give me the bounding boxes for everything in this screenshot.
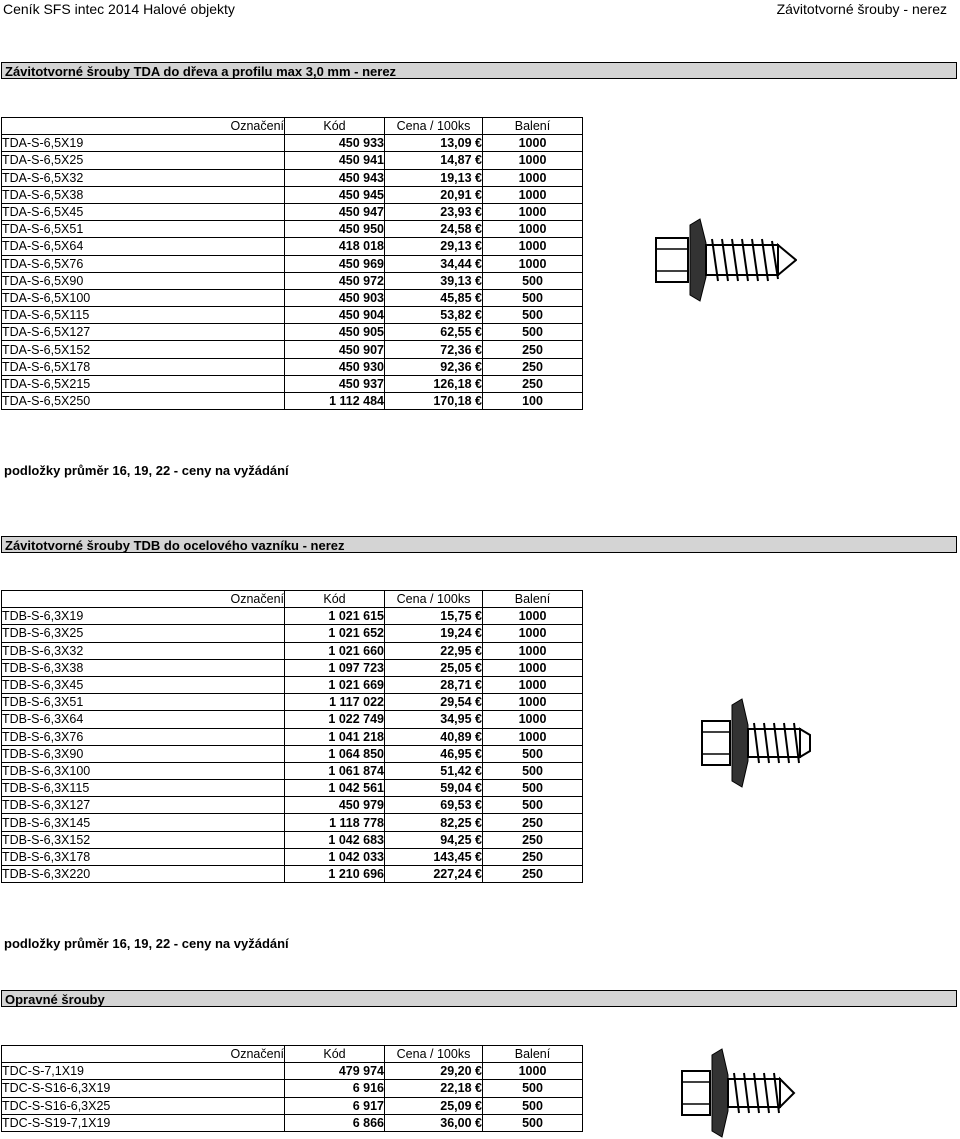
product-designation: TDA-S-6,5X127 xyxy=(2,324,285,341)
product-code: 450 904 xyxy=(285,307,385,324)
pack-quantity: 500 xyxy=(483,762,583,779)
product-code: 450 969 xyxy=(285,255,385,272)
pack-quantity: 500 xyxy=(483,307,583,324)
product-designation: TDB-S-6,3X45 xyxy=(2,676,285,693)
price-per-100: 62,55 € xyxy=(385,324,483,341)
product-code: 450 972 xyxy=(285,272,385,289)
table-row xyxy=(2,848,583,865)
pack-quantity: 250 xyxy=(483,358,583,375)
pack-quantity: 250 xyxy=(483,814,583,831)
product-designation: TDA-S-6,5X90 xyxy=(2,272,285,289)
price-per-100: 72,36 € xyxy=(385,341,483,358)
product-designation: TDB-S-6,3X152 xyxy=(2,831,285,848)
product-code: 1 117 022 xyxy=(285,694,385,711)
product-designation: TDC-S-S16-6,3X19 xyxy=(2,1080,285,1097)
table-row xyxy=(2,1097,583,1114)
table-row xyxy=(2,169,583,186)
product-code: 450 907 xyxy=(285,341,385,358)
pack-quantity: 1000 xyxy=(483,1063,583,1080)
price-per-100: 34,44 € xyxy=(385,255,483,272)
column-header-pack: Balení xyxy=(483,591,583,608)
column-header-code: Kód xyxy=(285,591,385,608)
product-designation: TDB-S-6,3X100 xyxy=(2,762,285,779)
product-designation: TDC-S-7,1X19 xyxy=(2,1063,285,1080)
product-designation: TDB-S-6,3X220 xyxy=(2,866,285,883)
table-row xyxy=(2,1080,583,1097)
note-washers-tda: podložky průměr 16, 19, 22 - ceny na vyžádání xyxy=(4,463,289,478)
product-designation: TDB-S-6,3X32 xyxy=(2,642,285,659)
pack-quantity: 1000 xyxy=(483,642,583,659)
table-row xyxy=(2,289,583,306)
column-header-code: Kód xyxy=(285,118,385,135)
product-code: 1 021 615 xyxy=(285,608,385,625)
pack-quantity: 250 xyxy=(483,341,583,358)
table-row xyxy=(2,676,583,693)
product-designation: TDB-S-6,3X38 xyxy=(2,659,285,676)
product-code: 1 021 660 xyxy=(285,642,385,659)
column-header-code: Kód xyxy=(285,1046,385,1063)
price-per-100: 22,18 € xyxy=(385,1080,483,1097)
product-code: 450 943 xyxy=(285,169,385,186)
price-table-tdb xyxy=(1,590,583,883)
table-row xyxy=(2,745,583,762)
table-row xyxy=(2,728,583,745)
price-per-100: 25,09 € xyxy=(385,1097,483,1114)
product-code: 6 916 xyxy=(285,1080,385,1097)
table-row xyxy=(2,780,583,797)
table-row xyxy=(2,152,583,169)
column-header-name: Označení xyxy=(2,591,285,608)
product-designation: TDA-S-6,5X51 xyxy=(2,221,285,238)
product-code: 450 979 xyxy=(285,797,385,814)
pack-quantity: 1000 xyxy=(483,659,583,676)
table-row xyxy=(2,307,583,324)
product-code: 450 933 xyxy=(285,135,385,152)
product-code: 1 042 683 xyxy=(285,831,385,848)
product-designation: TDA-S-6,5X25 xyxy=(2,152,285,169)
document-section: Závitotvorné šrouby - nerez xyxy=(776,1,947,17)
table-row xyxy=(2,255,583,272)
pack-quantity: 1000 xyxy=(483,186,583,203)
product-code: 450 950 xyxy=(285,221,385,238)
table-row xyxy=(2,659,583,676)
product-code: 479 974 xyxy=(285,1063,385,1080)
pack-quantity: 250 xyxy=(483,831,583,848)
pack-quantity: 1000 xyxy=(483,152,583,169)
product-code: 1 021 669 xyxy=(285,676,385,693)
product-code: 450 945 xyxy=(285,186,385,203)
price-per-100: 126,18 € xyxy=(385,375,483,392)
price-per-100: 53,82 € xyxy=(385,307,483,324)
table-row xyxy=(2,1063,583,1080)
pack-quantity: 250 xyxy=(483,375,583,392)
pack-quantity: 500 xyxy=(483,324,583,341)
table-row xyxy=(2,711,583,728)
price-table-opravne xyxy=(1,1045,583,1132)
price-per-100: 29,20 € xyxy=(385,1063,483,1080)
section-title-tda: Závitotvorné šrouby TDA do dřeva a profilu max 3,0 mm - nerez xyxy=(1,62,957,79)
pack-quantity: 1000 xyxy=(483,255,583,272)
pack-quantity: 500 xyxy=(483,780,583,797)
column-header-price: Cena / 100ks xyxy=(385,118,483,135)
price-per-100: 94,25 € xyxy=(385,831,483,848)
pack-quantity: 1000 xyxy=(483,625,583,642)
pack-quantity: 500 xyxy=(483,797,583,814)
product-code: 450 941 xyxy=(285,152,385,169)
table-row xyxy=(2,221,583,238)
product-code: 1 021 652 xyxy=(285,625,385,642)
table-row xyxy=(2,358,583,375)
column-header-price: Cena / 100ks xyxy=(385,1046,483,1063)
screw-tdc-image xyxy=(678,1045,798,1139)
product-designation: TDA-S-6,5X250 xyxy=(2,393,285,410)
table-row xyxy=(2,814,583,831)
price-per-100: 40,89 € xyxy=(385,728,483,745)
table-row xyxy=(2,238,583,255)
product-code: 450 937 xyxy=(285,375,385,392)
table-row xyxy=(2,625,583,642)
product-designation: TDB-S-6,3X76 xyxy=(2,728,285,745)
table-row xyxy=(2,762,583,779)
screw-tda-image xyxy=(652,215,797,305)
pack-quantity: 500 xyxy=(483,1097,583,1114)
pack-quantity: 500 xyxy=(483,289,583,306)
pack-quantity: 250 xyxy=(483,866,583,883)
product-designation: TDA-S-6,5X215 xyxy=(2,375,285,392)
table-row xyxy=(2,203,583,220)
product-code: 6 917 xyxy=(285,1097,385,1114)
column-header-name: Označení xyxy=(2,1046,285,1063)
price-per-100: 170,18 € xyxy=(385,393,483,410)
product-designation: TDA-S-6,5X115 xyxy=(2,307,285,324)
product-designation: TDA-S-6,5X76 xyxy=(2,255,285,272)
table-header-row xyxy=(2,591,583,608)
product-designation: TDB-S-6,3X178 xyxy=(2,848,285,865)
table-row xyxy=(2,324,583,341)
price-per-100: 29,54 € xyxy=(385,694,483,711)
pack-quantity: 1000 xyxy=(483,711,583,728)
product-code: 6 866 xyxy=(285,1114,385,1131)
product-designation: TDA-S-6,5X38 xyxy=(2,186,285,203)
product-designation: TDB-S-6,3X145 xyxy=(2,814,285,831)
product-designation: TDB-S-6,3X115 xyxy=(2,780,285,797)
note-washers-tdb: podložky průměr 16, 19, 22 - ceny na vyžádání xyxy=(4,936,289,951)
product-designation: TDA-S-6,5X152 xyxy=(2,341,285,358)
table-row xyxy=(2,608,583,625)
table-row xyxy=(2,272,583,289)
pack-quantity: 1000 xyxy=(483,203,583,220)
price-per-100: 29,13 € xyxy=(385,238,483,255)
price-per-100: 25,05 € xyxy=(385,659,483,676)
product-designation: TDC-S-S19-7,1X19 xyxy=(2,1114,285,1131)
pack-quantity: 500 xyxy=(483,272,583,289)
product-designation: TDC-S-S16-6,3X25 xyxy=(2,1097,285,1114)
product-designation: TDB-S-6,3X19 xyxy=(2,608,285,625)
table-header-row xyxy=(2,1046,583,1063)
price-per-100: 13,09 € xyxy=(385,135,483,152)
section-title-opravne: Opravné šrouby xyxy=(1,990,957,1007)
table-row xyxy=(2,642,583,659)
pack-quantity: 1000 xyxy=(483,169,583,186)
table-row xyxy=(2,393,583,410)
pack-quantity: 100 xyxy=(483,393,583,410)
price-per-100: 34,95 € xyxy=(385,711,483,728)
product-designation: TDB-S-6,3X64 xyxy=(2,711,285,728)
product-designation: TDA-S-6,5X178 xyxy=(2,358,285,375)
price-per-100: 15,75 € xyxy=(385,608,483,625)
table-row xyxy=(2,694,583,711)
pack-quantity: 1000 xyxy=(483,238,583,255)
pack-quantity: 1000 xyxy=(483,135,583,152)
price-per-100: 46,95 € xyxy=(385,745,483,762)
product-code: 1 041 218 xyxy=(285,728,385,745)
table-row xyxy=(2,1114,583,1131)
table-row xyxy=(2,375,583,392)
pack-quantity: 1000 xyxy=(483,221,583,238)
pack-quantity: 1000 xyxy=(483,608,583,625)
table-row xyxy=(2,341,583,358)
column-header-pack: Balení xyxy=(483,118,583,135)
product-designation: TDB-S-6,3X51 xyxy=(2,694,285,711)
screw-tdb-image xyxy=(698,695,813,790)
price-per-100: 69,53 € xyxy=(385,797,483,814)
price-per-100: 36,00 € xyxy=(385,1114,483,1131)
section-title-tdb: Závitotvorné šrouby TDB do ocelového vazníku - nerez xyxy=(1,536,957,553)
column-header-name: Označení xyxy=(2,118,285,135)
product-code: 1 097 723 xyxy=(285,659,385,676)
product-designation: TDB-S-6,3X127 xyxy=(2,797,285,814)
price-per-100: 45,85 € xyxy=(385,289,483,306)
product-designation: TDA-S-6,5X32 xyxy=(2,169,285,186)
table-row xyxy=(2,186,583,203)
product-code: 1 118 778 xyxy=(285,814,385,831)
price-per-100: 24,58 € xyxy=(385,221,483,238)
price-table-tda xyxy=(1,117,583,410)
product-code: 418 018 xyxy=(285,238,385,255)
price-per-100: 92,36 € xyxy=(385,358,483,375)
page-header xyxy=(0,0,960,22)
price-per-100: 59,04 € xyxy=(385,780,483,797)
pack-quantity: 500 xyxy=(483,1080,583,1097)
product-code: 1 064 850 xyxy=(285,745,385,762)
pack-quantity: 500 xyxy=(483,1114,583,1131)
pack-quantity: 1000 xyxy=(483,676,583,693)
product-designation: TDA-S-6,5X45 xyxy=(2,203,285,220)
product-code: 450 903 xyxy=(285,289,385,306)
product-code: 450 930 xyxy=(285,358,385,375)
price-per-100: 22,95 € xyxy=(385,642,483,659)
table-row xyxy=(2,866,583,883)
pack-quantity: 500 xyxy=(483,745,583,762)
product-code: 1 210 696 xyxy=(285,866,385,883)
price-per-100: 19,13 € xyxy=(385,169,483,186)
product-code: 450 947 xyxy=(285,203,385,220)
pack-quantity: 250 xyxy=(483,848,583,865)
table-row xyxy=(2,135,583,152)
price-per-100: 227,24 € xyxy=(385,866,483,883)
pack-quantity: 1000 xyxy=(483,694,583,711)
price-per-100: 14,87 € xyxy=(385,152,483,169)
product-code: 1 042 561 xyxy=(285,780,385,797)
product-code: 450 905 xyxy=(285,324,385,341)
product-code: 1 042 033 xyxy=(285,848,385,865)
document-title: Ceník SFS intec 2014 Halové objekty xyxy=(3,1,235,17)
product-designation: TDB-S-6,3X90 xyxy=(2,745,285,762)
price-per-100: 23,93 € xyxy=(385,203,483,220)
column-header-price: Cena / 100ks xyxy=(385,591,483,608)
product-code: 1 022 749 xyxy=(285,711,385,728)
table-row xyxy=(2,797,583,814)
price-per-100: 143,45 € xyxy=(385,848,483,865)
price-per-100: 82,25 € xyxy=(385,814,483,831)
pack-quantity: 1000 xyxy=(483,728,583,745)
price-per-100: 28,71 € xyxy=(385,676,483,693)
column-header-pack: Balení xyxy=(483,1046,583,1063)
price-per-100: 20,91 € xyxy=(385,186,483,203)
product-designation: TDA-S-6,5X19 xyxy=(2,135,285,152)
product-designation: TDB-S-6,3X25 xyxy=(2,625,285,642)
price-per-100: 51,42 € xyxy=(385,762,483,779)
price-per-100: 39,13 € xyxy=(385,272,483,289)
table-header-row xyxy=(2,118,583,135)
table-row xyxy=(2,831,583,848)
product-code: 1 112 484 xyxy=(285,393,385,410)
product-designation: TDA-S-6,5X64 xyxy=(2,238,285,255)
product-code: 1 061 874 xyxy=(285,762,385,779)
price-per-100: 19,24 € xyxy=(385,625,483,642)
product-designation: TDA-S-6,5X100 xyxy=(2,289,285,306)
